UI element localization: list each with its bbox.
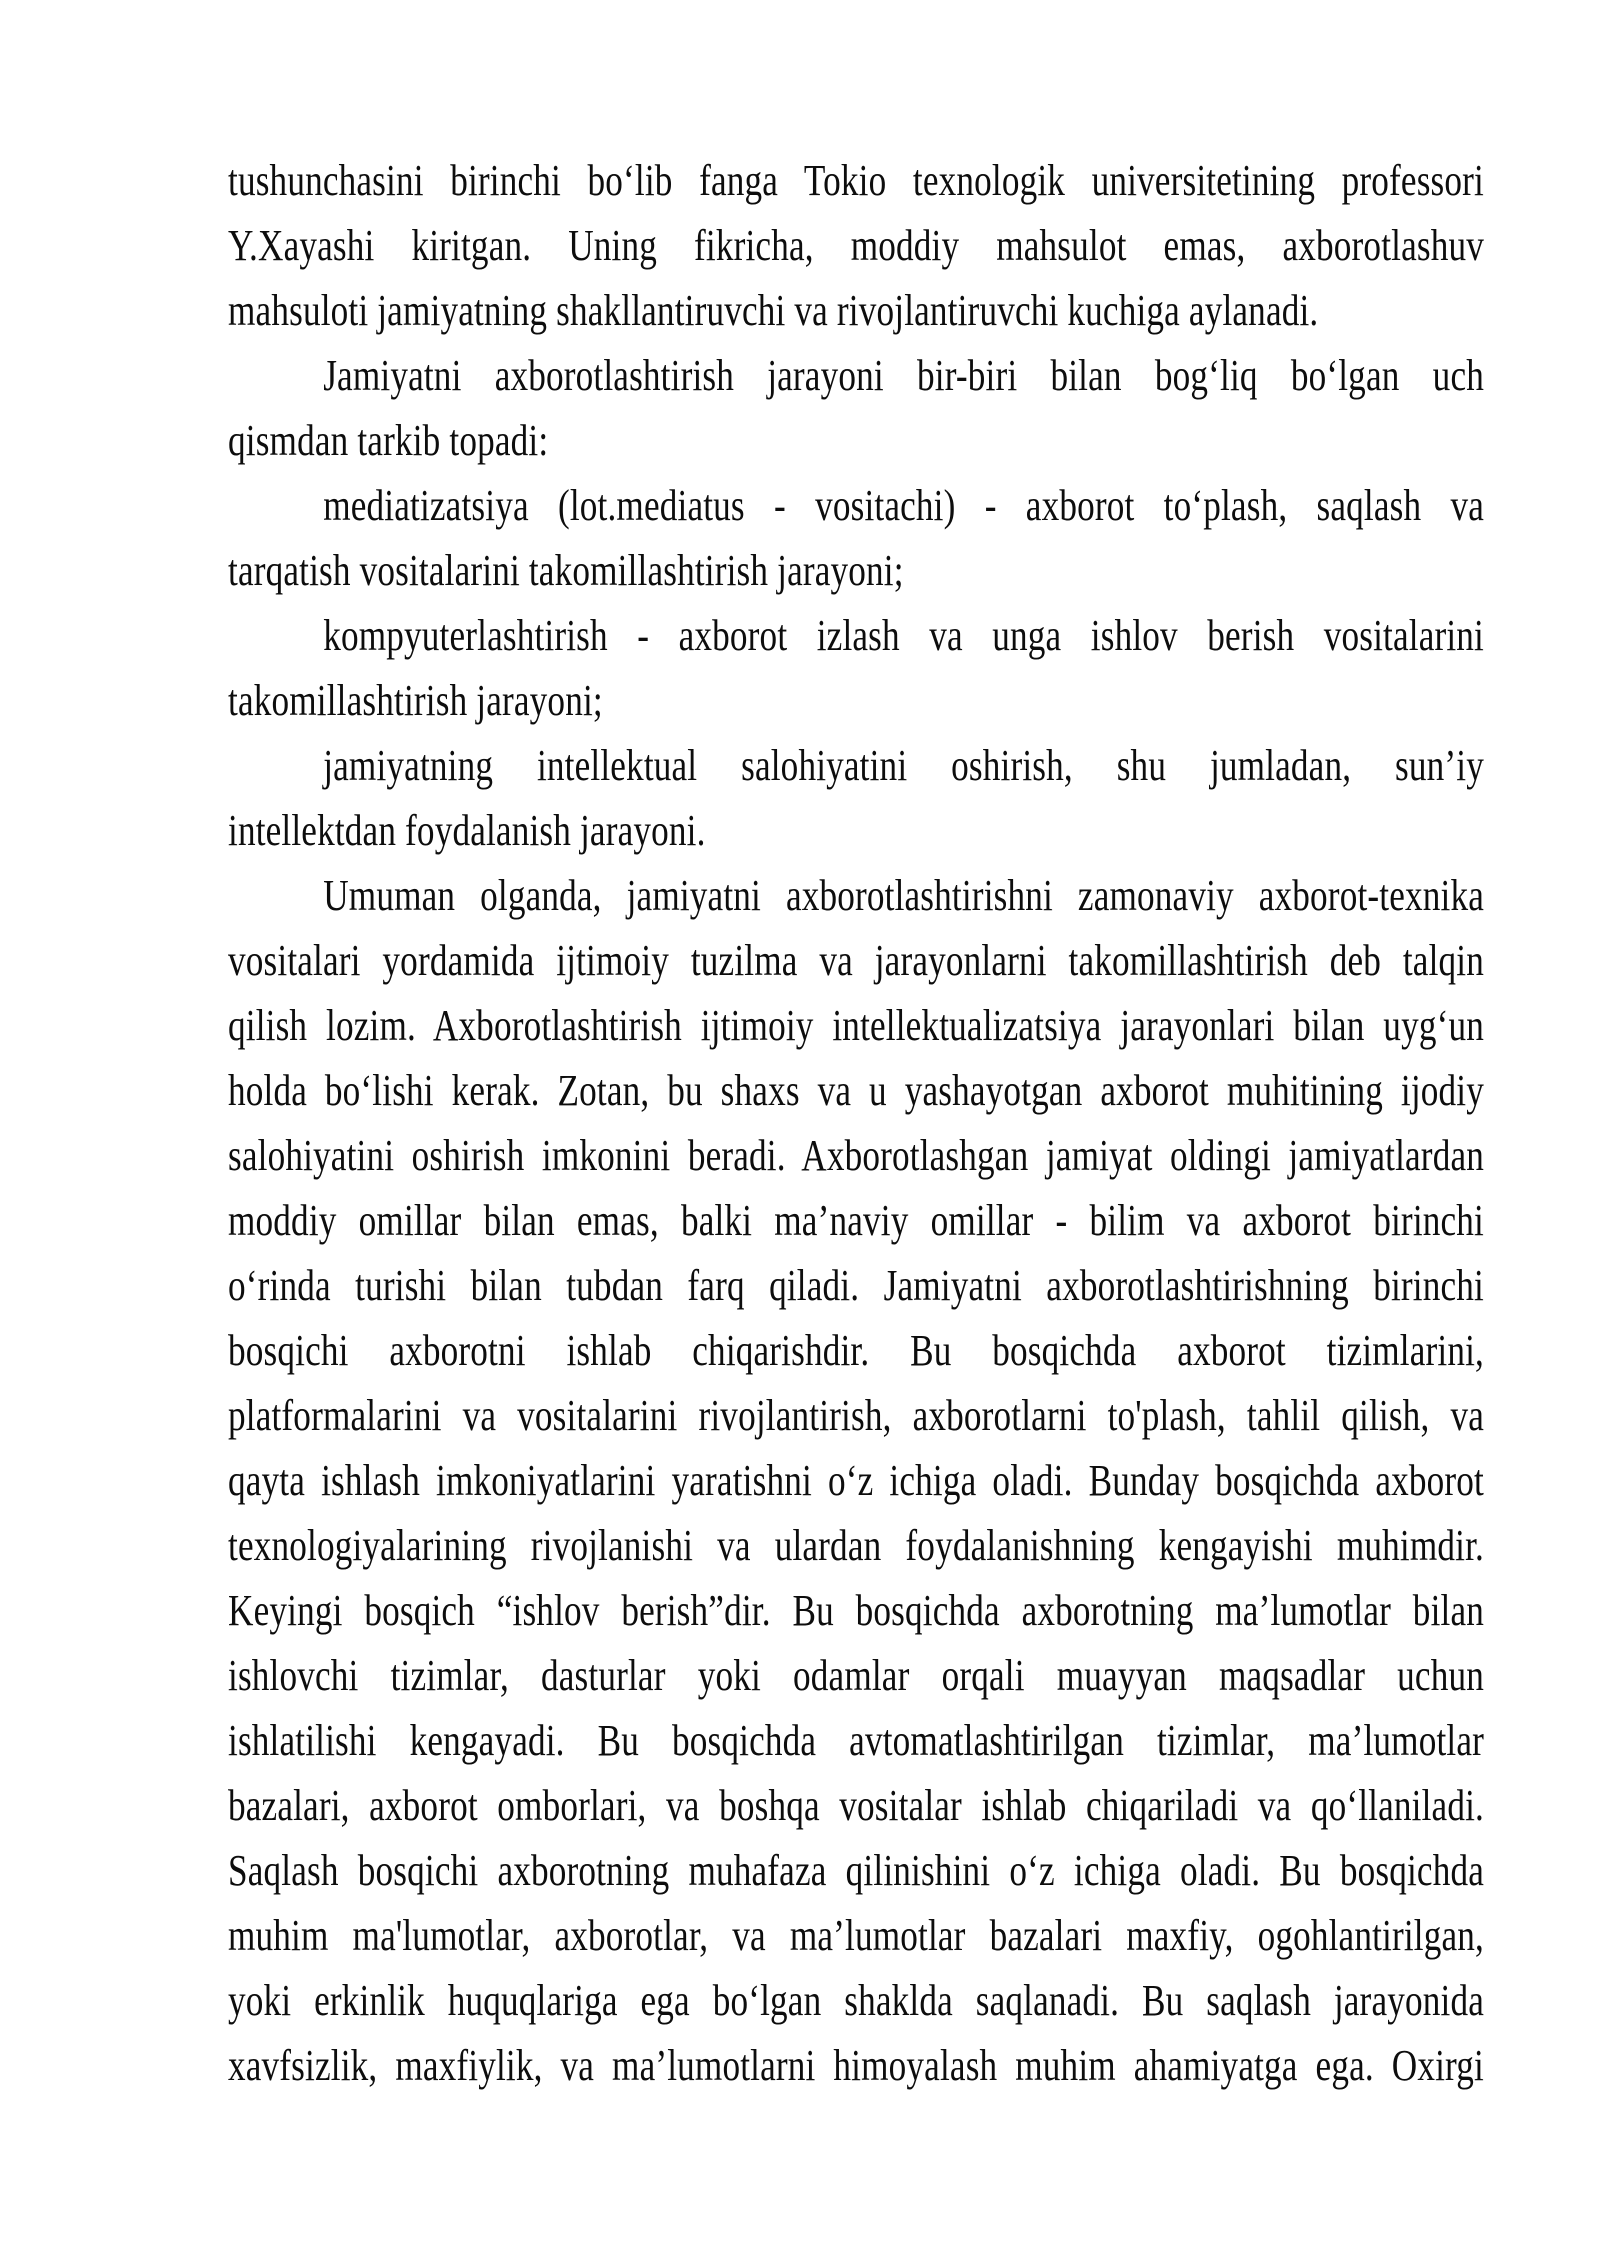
text-line: takomillashtirish jarayoni; [228,676,603,725]
text-line: Umuman olganda, jamiyatni axborotlashtirishni zamonaviy axborot-texnika [323,871,1484,920]
text-line: qilish lozim. Axborotlashtirish ijtimoiy intellektualizatsiya jarayonlari bilan uyg‘un [228,1001,1484,1050]
text-line: bazalari, axborot omborlari, va boshqa vositalar ishlab chiqariladi va qo‘llaniladi. [228,1781,1484,1830]
text-line: mahsuloti jamiyatning shakllantiruvchi va rivojlantiruvchi kuchiga aylanadi. [228,286,1319,335]
text-line: qayta ishlash imkoniyatlarini yaratishni o‘z ichiga oladi. Bunday bosqichda axborot [228,1456,1484,1505]
text-line: Saqlash bosqichi axborotning muhafaza qilinishini o‘z ichiga oladi. Bu bosqichda [228,1846,1484,1895]
text-line: bosqichi axborotni ishlab chiqarishdir. Bu bosqichda axborot tizimlarini, [228,1326,1484,1375]
text-line: holda bo‘lishi kerak. Zotan, bu shaxs va u yashayotgan axborot muhitining ijodiy [228,1066,1484,1115]
text-line: tarqatish vositalarini takomillashtirish jarayoni; [228,546,904,595]
text-line: qismdan tarkib topadi: [228,416,549,465]
text-line: muhim ma'lumotlar, axborotlar, va ma’lumotlar bazalari maxfiy, ogohlantirilgan, [228,1911,1484,1960]
text-block [228,148,1600,2098]
text-line: ishlovchi tizimlar, dasturlar yoki odamlar orqali muayyan maqsadlar uchun [228,1651,1484,1700]
text-line: vositalari yordamida ijtimoiy tuzilma va jarayonlarni takomillashtirish deb talqin [228,936,1484,985]
text-line: platformalarini va vositalarini rivojlantirish, axborotlarni to'plash, tahlil qilish, va [228,1391,1484,1440]
text-line: Jamiyatni axborotlashtirish jarayoni bir-biri bilan bog‘liq bo‘lgan uch [323,351,1484,400]
text-line: texnologiyalarining rivojlanishi va ulardan foydalanishning kengayishi muhimdir. [228,1521,1484,1570]
text-line: Y.Xayashi kiritgan. Uning fikricha, moddiy mahsulot emas, axborotlashuv [228,221,1484,270]
text-line: xavfsizlik, maxfiylik, va ma’lumotlarni himoyalash muhim ahamiyatga ega. Oxirgi [228,2041,1484,2090]
text-line: mediatizatsiya (lot.mediatus - vositachi) - axborot to‘plash, saqlash va [323,481,1484,530]
text-line: o‘rinda turishi bilan tubdan farq qiladi. Jamiyatni axborotlashtirishning birinchi [228,1261,1484,1310]
text-line: kompyuterlashtirish - axborot izlash va unga ishlov berish vositalarini [323,611,1484,660]
text-line: Keyingi bosqich “ishlov berish”dir. Bu bosqichda axborotning ma’lumotlar bilan [228,1586,1484,1635]
text-line: tushunchasini birinchi bo‘lib fanga Tokio texnologik universitetining professori [228,156,1484,205]
text-line: intellektdan foydalanish jarayoni. [228,806,706,855]
text-line: moddiy omillar bilan emas, balki ma’naviy omillar - bilim va axborot birinchi [228,1196,1484,1245]
text-line: salohiyatini oshirish imkonini beradi. Axborotlashgan jamiyat oldingi jamiyatlardan [228,1131,1484,1180]
text-line: ishlatilishi kengayadi. Bu bosqichda avtomatlashtirilgan tizimlar, ma’lumotlar [228,1716,1484,1765]
text-line: jamiyatning intellektual salohiyatini oshirish, shu jumladan, sun’iy [323,741,1484,790]
text-line: yoki erkinlik huquqlariga ega bo‘lgan shaklda saqlanadi. Bu saqlash jarayonida [228,1976,1484,2025]
